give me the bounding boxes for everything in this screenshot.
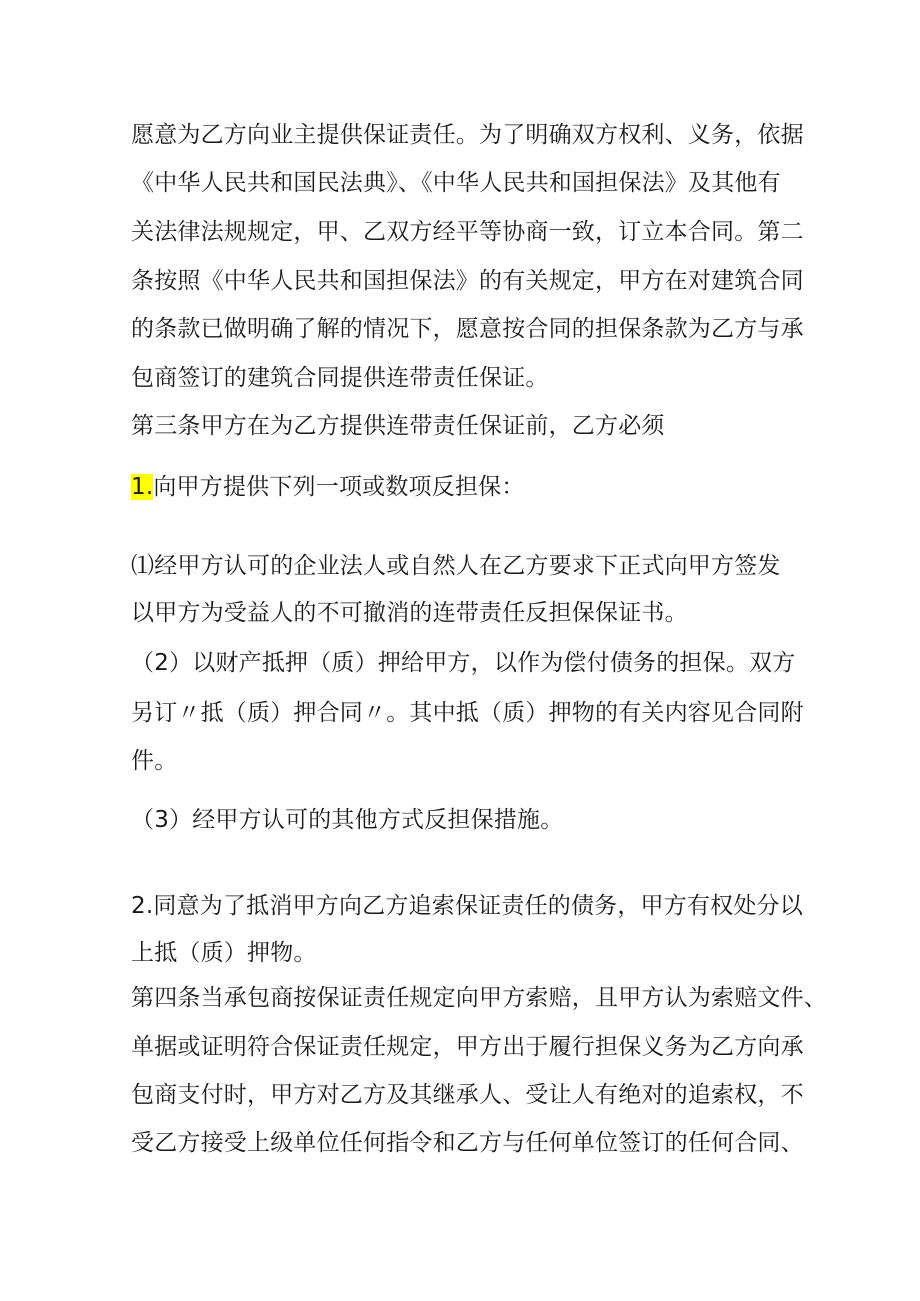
article-four-line: 包商支付时，甲方对乙方及其继承人、受让人有绝对的追索权，不 (131, 1082, 804, 1108)
article-four-line: 第四条当承包商按保证责任规定向甲方索赔，且甲方认为索赔文件、 (131, 985, 827, 1011)
paragraph-line: 《中华人民共和国民法典》、《中华人民共和国担保法》及其他有 (131, 170, 781, 196)
paragraph-line: 愿意为乙方向业主提供保证责任。为了明确双方权利、义务，依据 (131, 122, 804, 148)
article-four-line: 单据或证明符合保证责任规定，甲方出于履行担保义务为乙方向承 (131, 1034, 804, 1060)
article-three-line: 第三条甲方在为乙方提供连带责任保证前，乙方必须 (131, 413, 665, 439)
list-item-1 (131, 472, 525, 502)
sub-item-1-line: ⑴经甲方认可的企业法人或自然人在乙方要求下正式向甲方签发 (131, 553, 781, 579)
paragraph-line: 条按照《中华人民共和国担保法》的有关规定，甲方在对建筑合同 (131, 268, 804, 294)
article-four-line: 受乙方接受上级单位任何指令和乙方与任何单位签订的任何合同、 (131, 1130, 804, 1156)
list-item-2-line: 上抵（质）押物。 (131, 940, 317, 966)
sub-item-1-line: 以甲方为受益人的不可撤消的连带责任反担保保证书。 (131, 600, 688, 626)
highlighted-marker: 1. (131, 474, 154, 500)
paragraph-line: 包商签订的建筑合同提供连带责任保证。 (131, 365, 549, 391)
sub-item-2-line: 件。 (131, 748, 178, 774)
sub-item-3-line: （3）经甲方认可的其他方式反担保措施。 (131, 807, 564, 833)
sub-item-2-line: （2）以财产抵押（质）押给甲方，以作为偿付债务的担保。双方 (131, 650, 796, 676)
paragraph-line: 关法律法规规定，甲、乙双方经平等协商一致，订立本合同。第二 (131, 219, 804, 245)
paragraph-line: 的条款已做明确了解的情况下，愿意按合同的担保条款为乙方与承 (131, 316, 804, 342)
sub-item-2-line: 另订〃抵（质）押合同〃。其中抵（质）押物的有关内容见合同附 (131, 700, 804, 726)
list-item-1-text: 向甲方提供下列一项或数项反担保： (153, 474, 525, 500)
list-item-2-line: 2.同意为了抵消甲方向乙方追索保证责任的债务，甲方有权处分以 (131, 893, 803, 919)
